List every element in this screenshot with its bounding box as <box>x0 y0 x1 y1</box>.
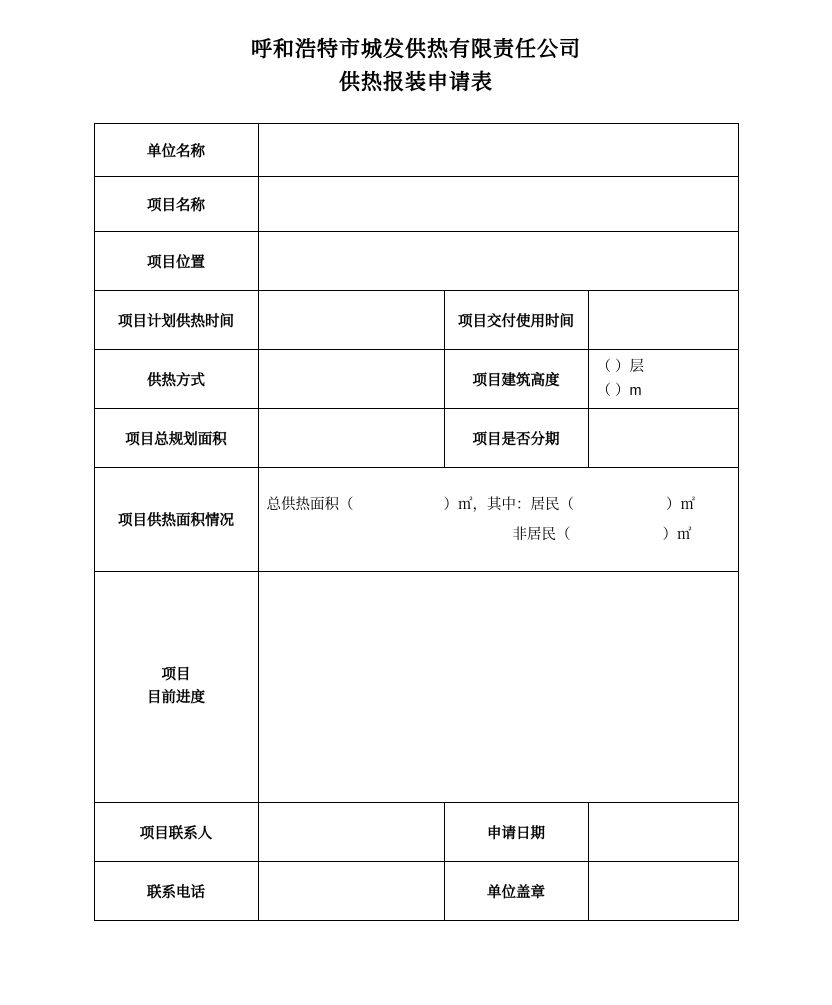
table-row-total-planned-area <box>94 409 738 468</box>
heating-method-field[interactable] <box>258 350 444 409</box>
company-seal-label: 单位盖章 <box>444 862 588 921</box>
table-row-heating-method <box>94 350 738 409</box>
planned-heating-time-label: 项目计划供热时间 <box>94 291 258 350</box>
heating-area-total-prefix-text: 总供热面积（ <box>266 496 354 513</box>
contact-phone-label: 联系电话 <box>94 862 258 921</box>
contact-phone-field[interactable] <box>258 862 444 921</box>
heating-area-line-nonresident <box>267 520 730 550</box>
heating-method-label: 供热方式 <box>94 350 258 409</box>
project-location-label: 项目位置 <box>94 232 258 291</box>
table-row-unit-name <box>94 124 738 177</box>
delivery-time-field[interactable] <box>588 291 738 350</box>
contact-person-field[interactable] <box>258 803 444 862</box>
building-height-field[interactable] <box>588 350 738 409</box>
table-row-project-progress <box>94 572 738 803</box>
building-height-label: 项目建筑高度 <box>444 350 588 409</box>
heating-area-line-resident <box>267 490 730 520</box>
table-row-project-location <box>94 232 738 291</box>
table-row-contact-phone <box>94 862 738 921</box>
building-height-floors-text: （ ）层 <box>596 359 645 375</box>
contact-person-label: 项目联系人 <box>94 803 258 862</box>
project-progress-label-line-2: 目前进度 <box>147 690 205 706</box>
heating-area-resident-suffix-text: ）㎡ <box>666 496 695 513</box>
planned-heating-time-field[interactable] <box>258 291 444 350</box>
is-phased-label: 项目是否分期 <box>444 409 588 468</box>
total-planned-area-label: 项目总规划面积 <box>94 409 258 468</box>
document-title <box>0 0 832 100</box>
apply-date-field[interactable] <box>588 803 738 862</box>
company-name-title: 呼和浩特市城发供热有限责任公司 <box>251 38 581 61</box>
heating-area-label: 项目供热面积情况 <box>94 468 258 572</box>
table-row-project-name <box>94 177 738 232</box>
project-name-field[interactable] <box>258 177 738 232</box>
form-name-title: 供热报装申请表 <box>339 71 493 94</box>
table-row-heating-area <box>94 468 738 572</box>
is-phased-field[interactable] <box>588 409 738 468</box>
project-progress-label-line-1: 项目 <box>161 667 191 683</box>
company-seal-field[interactable] <box>588 862 738 921</box>
project-name-label: 项目名称 <box>94 177 258 232</box>
unit-name-field[interactable] <box>258 124 738 177</box>
building-height-meters-text: （ ）m <box>596 383 642 399</box>
heating-area-nonresident-prefix-text: 非居民（ <box>512 526 571 543</box>
table-row-planned-heating-time <box>94 291 738 350</box>
project-progress-field[interactable] <box>258 572 738 803</box>
heating-area-nonresident-suffix-text: ）㎡ <box>662 526 692 543</box>
heating-area-field[interactable] <box>258 468 738 572</box>
total-planned-area-field[interactable] <box>258 409 444 468</box>
table-row-contact-person <box>94 803 738 862</box>
project-progress-label <box>94 572 258 803</box>
unit-name-label: 单位名称 <box>94 124 258 177</box>
heating-area-total-suffix-text: ）㎡，其中：居民（ <box>443 496 574 513</box>
project-location-field[interactable] <box>258 232 738 291</box>
apply-date-label: 申请日期 <box>444 803 588 862</box>
delivery-time-label: 项目交付使用时间 <box>444 291 588 350</box>
heating-application-table <box>94 123 739 921</box>
